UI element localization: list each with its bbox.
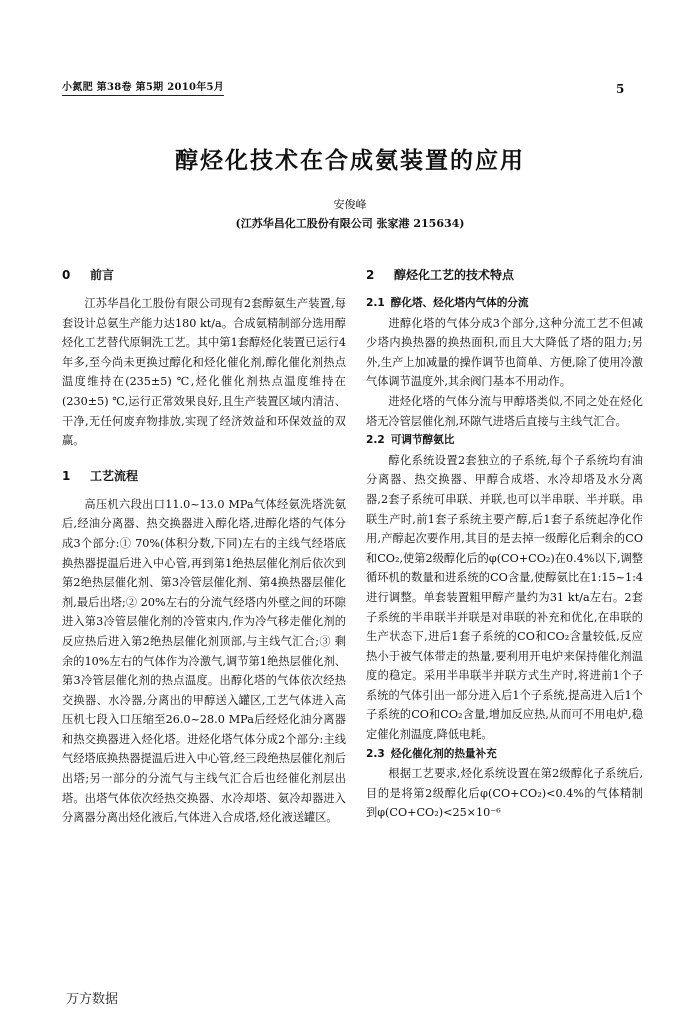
section-heading-1 (62, 465, 346, 487)
running-head: 小氮肥 第38卷 第5期 2010年5月 (62, 78, 224, 96)
subsection-number: 2.2 (366, 434, 385, 447)
right-column (366, 264, 643, 823)
subsection-title: 烃化催化剂的热量补充 (390, 747, 497, 760)
paragraph: 进醇化塔的气体分成3个部分,这种分流工艺不但减少塔内换热器的换热面积,而且大大降低了塔的阻力;另外,生产上加减量的操作调节也简单、方便,除了使用冷激气体调节温度外,其余阀门基本不用动作。 (366, 316, 643, 389)
section-number: 1 (62, 468, 71, 483)
paragraph: 醇化系统设置2套独立的子系统,每个子系统均有油分离器、热交换器、甲醇合成塔、水冷却塔及水分离器,2套子系统可串联、并联,也可以半串联、半并联。串联生产时,前1套子系统主要产醇,后1套子系统起净化作用,产醇起次要作用,其目的是去掉一级醇化后剩余的CO和CO₂,使第2级醇化后的φ(CO+CO₂)在0.4%以下,调整循环机的数量和进系统的CO含量,使醇氨比在1:15~1:4进行调整。单套装置粗甲醇产量约为31 kt/a左右。2套子系统的半串联半并联是对串联的补充和优化,在串联的生产状态下,进后1套子系统的CO和CO₂含量较低,反应热小于被气体带走的热量,要利用开电炉来保持催化剂温度的稳定。采用半串联半并联方式生产时,将进前1个子系统的气体引出一部分进入后1个子系统,提高进入后1个子系统的CO和CO₂含量,增加反应热,从而可不用电炉,稳定催化剂温度,降低电耗。 (366, 453, 643, 742)
subsection-title: 可调节醇氨比 (390, 434, 455, 447)
subsection-number: 2.1 (366, 297, 385, 309)
section-number: 2 (366, 268, 375, 282)
affiliation: (江苏华昌化工股份有限公司 张家港 215634) (235, 217, 465, 230)
subsection-heading-2-1 (366, 294, 643, 314)
subsection-heading-2-3 (366, 745, 643, 765)
subsection-number: 2.3 (366, 747, 385, 760)
paragraph: 根据工艺要求,烃化系统设置在第2级醇化子系统后,目的是将第2级醇化后φ(CO+CO₂)<0.4%的气体精制到φ(CO+CO₂)<25×10⁻⁶ (366, 767, 643, 820)
paragraph: 高压机六段出口11.0~13.0 MPa气体经氨洗塔洗氨后,经油分离器、热交换器进入醇化塔,进醇化塔的气体分成3个部分:① 70%(体积分数,下同)左右的主线气经塔底换热器提温后进入中心管,再到第1绝热层催化剂后依次到第2绝热层催化剂、第3冷管层催化剂、第4换热器层催化剂,最后出塔;② 20%左右的分流气经塔内外壁之间的环隙进入第3冷管层催化剂的冷管束内,作为冷气移走催化剂的反应热后进入第2绝热层催化剂顶部,与主线气汇合;③ 剩余的10%左右的气体作为冷激气,调节第1绝热层催化剂、第3冷管层催化剂的热点温度。出醇化塔的气体依次经热交换器、水冷器,分离出的甲醇送入罐区,工艺气体进入高压机七段入口压缩至26.0~28.0 MPa后经烃化油分离器和热交换器进入烃化塔。进烃化塔气体分成2个部分:主线气经塔底换热器提温后进入中心管,经三段绝热层催化剂后出塔;另一部分的分流气与主线气汇合后也经催化剂层出塔。出塔气体依次经热交换器、水冷却塔、氨冷却器进入分离器分离出烃化液后,气体进入合成塔,烃化液送罐区。 (62, 497, 346, 825)
paragraph: 进烃化塔的气体分流与甲醇塔类似,不同之处在烃化塔无冷管层催化剂,环隙气进塔后直接与主线气汇合。 (366, 394, 643, 428)
subsection-title: 醇化塔、烃化塔内气体的分流 (390, 297, 529, 309)
left-column (62, 264, 346, 828)
section-heading-0 (62, 264, 346, 286)
section-title: 前言 (90, 268, 115, 282)
page-number: 5 (616, 82, 625, 96)
paragraph: 江苏华昌化工股份有限公司现有2套醇氨生产装置,每套设计总氨生产能力达180 kt/a。合成氨精制部分选用醇烃化工艺替代原铜洗工艺。其中第1套醇烃化装置已运行4年多,至今尚未更换过醇化和烃化催化剂,醇化催化剂热点温度维持在(235±5) ℃,烃化催化剂热点温度维持在(230±5) ℃,运行正常效果良好,且生产装置区域内清洁、干净,无任何废弃物排放,实现了经济效益和环保效益的双赢。 (62, 297, 346, 448)
subsection-heading-2-2 (366, 431, 643, 451)
section-heading-2 (366, 264, 643, 286)
watermark: 万方数据 (66, 992, 119, 1007)
paper-title: 醇烃化技术在合成氨装置的应用 (175, 148, 525, 174)
section-number: 0 (62, 268, 71, 282)
section-title: 醇烃化工艺的技术特点 (394, 268, 515, 282)
section-title: 工艺流程 (90, 468, 139, 483)
author: 安俊峰 (333, 198, 367, 211)
